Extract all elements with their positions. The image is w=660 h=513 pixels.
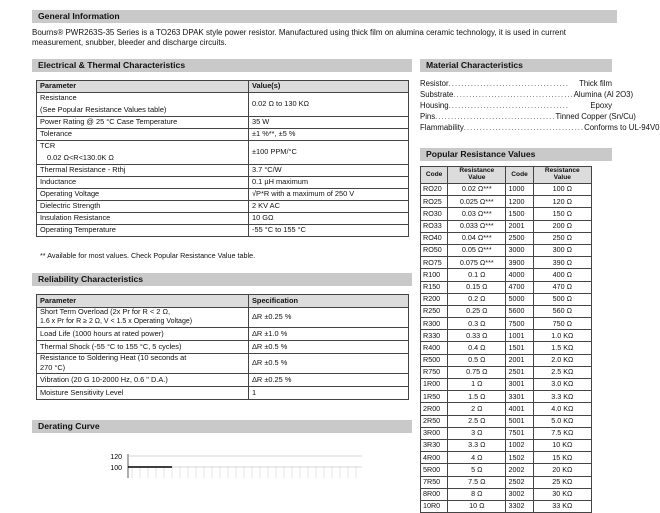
param-cell: Thermal Resistance - Rthj bbox=[37, 165, 249, 177]
material-value: Tinned Copper (Sn/Cu) bbox=[555, 112, 636, 122]
code-cell: 3001 bbox=[506, 379, 533, 391]
resistance-cell: 250 Ω bbox=[533, 232, 591, 244]
resistance-cell: 0.033 Ω*** bbox=[448, 220, 506, 232]
code-cell: RO50 bbox=[421, 244, 448, 256]
leader-dots: ...................................... bbox=[448, 79, 569, 88]
value-cell: 35 W bbox=[249, 117, 409, 129]
table-row bbox=[421, 196, 592, 208]
code-cell: 2502 bbox=[506, 476, 533, 488]
param-cell: Load Life (1000 hours at rated power) bbox=[37, 328, 249, 341]
popular-values-table bbox=[420, 166, 592, 513]
resistance-cell: 400 Ω bbox=[533, 269, 591, 281]
resistance-cell: 30 KΩ bbox=[533, 488, 591, 500]
code-cell: 3301 bbox=[506, 391, 533, 403]
code-cell: 4000 bbox=[506, 269, 533, 281]
code-cell: 8R00 bbox=[421, 488, 448, 500]
param-cell: Operating Voltage bbox=[37, 189, 249, 201]
table-row bbox=[421, 318, 592, 330]
resistance-cell: 0.02 Ω*** bbox=[448, 184, 506, 196]
resistance-cell: 200 Ω bbox=[533, 220, 591, 232]
resistance-cell: 0.03 Ω*** bbox=[448, 208, 506, 220]
resistance-cell: 4 Ω bbox=[448, 452, 506, 464]
code-cell: 1501 bbox=[506, 342, 533, 354]
table-row bbox=[37, 93, 409, 105]
resistance-cell: 470 Ω bbox=[533, 281, 591, 293]
code-cell: 2001 bbox=[506, 354, 533, 366]
param-cell: Resistance to Soldering Heat (10 seconds at bbox=[37, 354, 249, 364]
resistance-cell: 33 KΩ bbox=[533, 500, 591, 512]
value-cell: ±100 PPM/°C bbox=[249, 141, 409, 165]
code-cell: RO20 bbox=[421, 184, 448, 196]
y-tick-label: 100 bbox=[110, 465, 122, 472]
list-item bbox=[420, 122, 660, 133]
param-cell: Dielectric Strength bbox=[37, 201, 249, 213]
code-cell: 1000 bbox=[506, 184, 533, 196]
table-row bbox=[421, 415, 592, 427]
reliability-heading: Reliability Characteristics bbox=[32, 273, 412, 286]
code-cell: 7501 bbox=[506, 427, 533, 439]
list-item bbox=[420, 78, 612, 89]
header-code: Code bbox=[506, 167, 533, 184]
code-cell: 1500 bbox=[506, 208, 533, 220]
resistance-cell: 0.25 Ω bbox=[448, 305, 506, 317]
table-row bbox=[421, 488, 592, 500]
resistance-cell: 1.5 Ω bbox=[448, 391, 506, 403]
code-cell: 5000 bbox=[506, 293, 533, 305]
code-cell: 1502 bbox=[506, 452, 533, 464]
code-cell: RO30 bbox=[421, 208, 448, 220]
material-value: Alumina (Al 2O3) bbox=[573, 90, 634, 100]
resistance-cell: 15 KΩ bbox=[533, 452, 591, 464]
param-cell: 1.6 x Pr for R ≥ 2 Ω, V < 1.5 x Operating Voltage) bbox=[37, 318, 249, 328]
derating-heading: Derating Curve bbox=[32, 420, 412, 433]
resistance-cell: 25 KΩ bbox=[533, 476, 591, 488]
resistance-cell: 0.3 Ω bbox=[448, 318, 506, 330]
table-row bbox=[37, 189, 409, 201]
table-row bbox=[421, 464, 592, 476]
general-info-heading: General Information bbox=[32, 10, 617, 23]
resistance-cell: 3 Ω bbox=[448, 427, 506, 439]
table-row bbox=[421, 354, 592, 366]
table-row bbox=[421, 293, 592, 305]
table-row bbox=[421, 220, 592, 232]
reliability-table bbox=[36, 294, 409, 400]
code-cell: R100 bbox=[421, 269, 448, 281]
code-cell: RO40 bbox=[421, 232, 448, 244]
resistance-cell: 0.15 Ω bbox=[448, 281, 506, 293]
code-cell: 3R00 bbox=[421, 427, 448, 439]
table-header-row bbox=[421, 167, 592, 184]
code-cell: R500 bbox=[421, 354, 448, 366]
code-cell: 2500 bbox=[506, 232, 533, 244]
resistance-cell: 1 Ω bbox=[448, 379, 506, 391]
code-cell: R750 bbox=[421, 366, 448, 378]
spec-cell: ΔR ±1.0 % bbox=[249, 328, 409, 341]
code-cell: R400 bbox=[421, 342, 448, 354]
param-cell: 0.02 Ω<R<130.0K Ω bbox=[37, 153, 249, 165]
header-parameter: Parameter bbox=[37, 295, 249, 308]
code-cell: 2002 bbox=[506, 464, 533, 476]
code-cell: 4R00 bbox=[421, 452, 448, 464]
header-values: Value(s) bbox=[249, 81, 409, 93]
value-cell: 0.02 Ω to 130 KΩ bbox=[249, 93, 409, 117]
material-value: Epoxy bbox=[590, 101, 612, 111]
code-cell: 1001 bbox=[506, 330, 533, 342]
header-specification: Specification bbox=[249, 295, 409, 308]
param-cell: (See Popular Resistance Values table) bbox=[37, 105, 249, 117]
resistance-cell: 2 Ω bbox=[448, 403, 506, 415]
code-cell: 5001 bbox=[506, 415, 533, 427]
table-row bbox=[421, 208, 592, 220]
table-row bbox=[421, 427, 592, 439]
resistance-cell: 7.5 KΩ bbox=[533, 427, 591, 439]
table-row bbox=[37, 201, 409, 213]
resistance-cell: 20 KΩ bbox=[533, 464, 591, 476]
table-row bbox=[421, 452, 592, 464]
resistance-cell: 5.0 KΩ bbox=[533, 415, 591, 427]
resistance-cell: 0.4 Ω bbox=[448, 342, 506, 354]
resistance-cell: 2.5 KΩ bbox=[533, 366, 591, 378]
resistance-cell: 0.5 Ω bbox=[448, 354, 506, 366]
table-row bbox=[421, 366, 592, 378]
resistance-cell: 10 Ω bbox=[448, 500, 506, 512]
leader-dots: ...................................... bbox=[463, 123, 585, 133]
code-cell: 5600 bbox=[506, 305, 533, 317]
derating-chart bbox=[32, 432, 372, 478]
code-cell: 7R50 bbox=[421, 476, 448, 488]
resistance-cell: 2.5 Ω bbox=[448, 415, 506, 427]
resistance-cell: 8 Ω bbox=[448, 488, 506, 500]
resistance-cell: 0.1 Ω bbox=[448, 269, 506, 281]
material-key: Pins bbox=[420, 112, 436, 122]
material-key: Substrate bbox=[420, 90, 454, 100]
param-cell: TCR bbox=[37, 141, 249, 153]
table-row bbox=[37, 308, 409, 318]
material-value: Thick film bbox=[579, 79, 612, 88]
spec-cell: ΔR ±0.5 % bbox=[249, 354, 409, 374]
param-cell: Inductance bbox=[37, 177, 249, 189]
table-row bbox=[421, 281, 592, 293]
code-cell: 3302 bbox=[506, 500, 533, 512]
code-cell: 4001 bbox=[506, 403, 533, 415]
param-cell: Insulation Resistance bbox=[37, 213, 249, 225]
resistance-cell: 0.75 Ω bbox=[448, 366, 506, 378]
value-cell: 3.7 °C/W bbox=[249, 165, 409, 177]
table-row bbox=[37, 374, 409, 387]
table-row bbox=[421, 439, 592, 451]
table-row bbox=[421, 305, 592, 317]
code-cell: 1002 bbox=[506, 439, 533, 451]
code-cell: RO33 bbox=[421, 220, 448, 232]
material-list bbox=[420, 78, 660, 133]
electrical-heading: Electrical & Thermal Characteristics bbox=[32, 59, 412, 72]
table-row bbox=[421, 244, 592, 256]
value-cell: 2 KV AC bbox=[249, 201, 409, 213]
param-cell: Tolerance bbox=[37, 129, 249, 141]
table-row bbox=[421, 269, 592, 281]
code-cell: 5R00 bbox=[421, 464, 448, 476]
code-cell: 1R50 bbox=[421, 391, 448, 403]
param-cell: Short Term Overload (2x Pr for R < 2 Ω, bbox=[37, 308, 249, 318]
resistance-cell: 10 KΩ bbox=[533, 439, 591, 451]
resistance-cell: 0.025 Ω*** bbox=[448, 196, 506, 208]
material-value: Conforms to UL-94V0 bbox=[584, 123, 660, 133]
code-cell: 3R30 bbox=[421, 439, 448, 451]
resistance-cell: 1.5 KΩ bbox=[533, 342, 591, 354]
resistance-cell: 3.3 KΩ bbox=[533, 391, 591, 403]
resistance-cell: 0.33 Ω bbox=[448, 330, 506, 342]
param-cell: Resistance bbox=[37, 93, 249, 105]
header-parameter: Parameter bbox=[37, 81, 249, 93]
resistance-cell: 3.3 Ω bbox=[448, 439, 506, 451]
param-cell: Power Rating @ 25 °C Case Temperature bbox=[37, 117, 249, 129]
value-cell: √P*R with a maximum of 250 V bbox=[249, 189, 409, 201]
table-row bbox=[37, 117, 409, 129]
table-row bbox=[37, 129, 409, 141]
value-cell: 10 GΩ bbox=[249, 213, 409, 225]
code-cell: 3900 bbox=[506, 257, 533, 269]
leader-dots: ...................................... bbox=[453, 90, 574, 100]
table-row bbox=[37, 354, 409, 364]
availability-note: ** Available for most values. Check Popular Resistance Value table. bbox=[40, 251, 256, 260]
material-key: Flammability bbox=[420, 123, 464, 133]
resistance-cell: 4.0 KΩ bbox=[533, 403, 591, 415]
code-cell: R200 bbox=[421, 293, 448, 305]
resistance-cell: 3.0 KΩ bbox=[533, 379, 591, 391]
resistance-cell: 100 Ω bbox=[533, 184, 591, 196]
code-cell: 7500 bbox=[506, 318, 533, 330]
value-cell: -55 °C to 155 °C bbox=[249, 225, 409, 237]
header-code: Code bbox=[421, 167, 448, 184]
table-header-row bbox=[37, 81, 409, 93]
table-row bbox=[421, 391, 592, 403]
list-item bbox=[420, 111, 636, 122]
spec-cell: ΔR ±0.25 % bbox=[249, 308, 409, 328]
resistance-cell: 0.075 Ω*** bbox=[448, 257, 506, 269]
table-row bbox=[37, 213, 409, 225]
code-cell: R330 bbox=[421, 330, 448, 342]
table-row bbox=[37, 341, 409, 354]
param-cell: Thermal Shock (-55 °C to 155 °C, 5 cycles) bbox=[37, 341, 249, 354]
table-row bbox=[421, 500, 592, 512]
resistance-cell: 0.04 Ω*** bbox=[448, 232, 506, 244]
param-cell: 270 °C) bbox=[37, 364, 249, 374]
code-cell: R250 bbox=[421, 305, 448, 317]
code-cell: 3002 bbox=[506, 488, 533, 500]
table-row bbox=[421, 342, 592, 354]
code-cell: 2001 bbox=[506, 220, 533, 232]
param-cell: Vibration (20 G 10-2000 Hz, 0.6 " D.A.) bbox=[37, 374, 249, 387]
resistance-cell: 2.0 KΩ bbox=[533, 354, 591, 366]
code-cell: R300 bbox=[421, 318, 448, 330]
resistance-cell: 300 Ω bbox=[533, 244, 591, 256]
material-key: Housing bbox=[420, 101, 449, 111]
material-key: Resistor bbox=[420, 79, 449, 88]
table-row bbox=[37, 177, 409, 189]
y-tick-label: 120 bbox=[110, 454, 122, 461]
intro-text: Bourns® PWR263S-35 Series is a TO263 DPAK style power resistor. Manufactured using thick film on alumina ceramic technology, it is used in current measurement, snubber, bleeder and discharge circuits. bbox=[32, 28, 566, 47]
code-cell: 4700 bbox=[506, 281, 533, 293]
table-row bbox=[421, 184, 592, 196]
popular-heading: Popular Resistance Values bbox=[420, 148, 612, 161]
resistance-cell: 0.05 Ω*** bbox=[448, 244, 506, 256]
table-row bbox=[421, 232, 592, 244]
code-cell: 1200 bbox=[506, 196, 533, 208]
table-row bbox=[421, 476, 592, 488]
resistance-cell: 750 Ω bbox=[533, 318, 591, 330]
spec-cell: ΔR ±0.25 % bbox=[249, 374, 409, 387]
value-cell: ±1 %**, ±5 % bbox=[249, 129, 409, 141]
table-row bbox=[37, 328, 409, 341]
resistance-cell: 500 Ω bbox=[533, 293, 591, 305]
table-row bbox=[37, 387, 409, 400]
param-cell: Operating Temperature bbox=[37, 225, 249, 237]
code-cell: 2501 bbox=[506, 366, 533, 378]
table-row bbox=[421, 257, 592, 269]
list-item bbox=[420, 100, 612, 111]
resistance-cell: 150 Ω bbox=[533, 208, 591, 220]
header-resistance-value: Resistance Value bbox=[448, 167, 506, 184]
table-row bbox=[37, 165, 409, 177]
table-row bbox=[421, 330, 592, 342]
code-cell: 10R0 bbox=[421, 500, 448, 512]
table-header-row bbox=[37, 295, 409, 308]
list-item bbox=[420, 89, 634, 100]
code-cell: RO25 bbox=[421, 196, 448, 208]
code-cell: RO75 bbox=[421, 257, 448, 269]
spec-cell: 1 bbox=[249, 387, 409, 400]
electrical-table bbox=[36, 80, 409, 237]
param-cell: Moisture Sensitivity Level bbox=[37, 387, 249, 400]
code-cell: 1R00 bbox=[421, 379, 448, 391]
grid-hatch bbox=[132, 467, 356, 478]
code-cell: 2R50 bbox=[421, 415, 448, 427]
header-resistance-value: Resistance Value bbox=[533, 167, 591, 184]
code-cell: 3000 bbox=[506, 244, 533, 256]
resistance-cell: 1.0 KΩ bbox=[533, 330, 591, 342]
leader-dots: ...................................... bbox=[435, 112, 556, 122]
value-cell: 0.1 µH maximum bbox=[249, 177, 409, 189]
table-row bbox=[421, 379, 592, 391]
resistance-cell: 0.2 Ω bbox=[448, 293, 506, 305]
table-row bbox=[421, 403, 592, 415]
material-heading: Material Characteristics bbox=[420, 59, 612, 72]
resistance-cell: 560 Ω bbox=[533, 305, 591, 317]
table-row bbox=[37, 141, 409, 153]
resistance-cell: 120 Ω bbox=[533, 196, 591, 208]
leader-dots: ...................................... bbox=[448, 101, 569, 111]
table-row bbox=[37, 225, 409, 237]
resistance-cell: 7.5 Ω bbox=[448, 476, 506, 488]
code-cell: R150 bbox=[421, 281, 448, 293]
resistance-cell: 5 Ω bbox=[448, 464, 506, 476]
code-cell: 2R00 bbox=[421, 403, 448, 415]
spec-cell: ΔR ±0.5 % bbox=[249, 341, 409, 354]
resistance-cell: 390 Ω bbox=[533, 257, 591, 269]
